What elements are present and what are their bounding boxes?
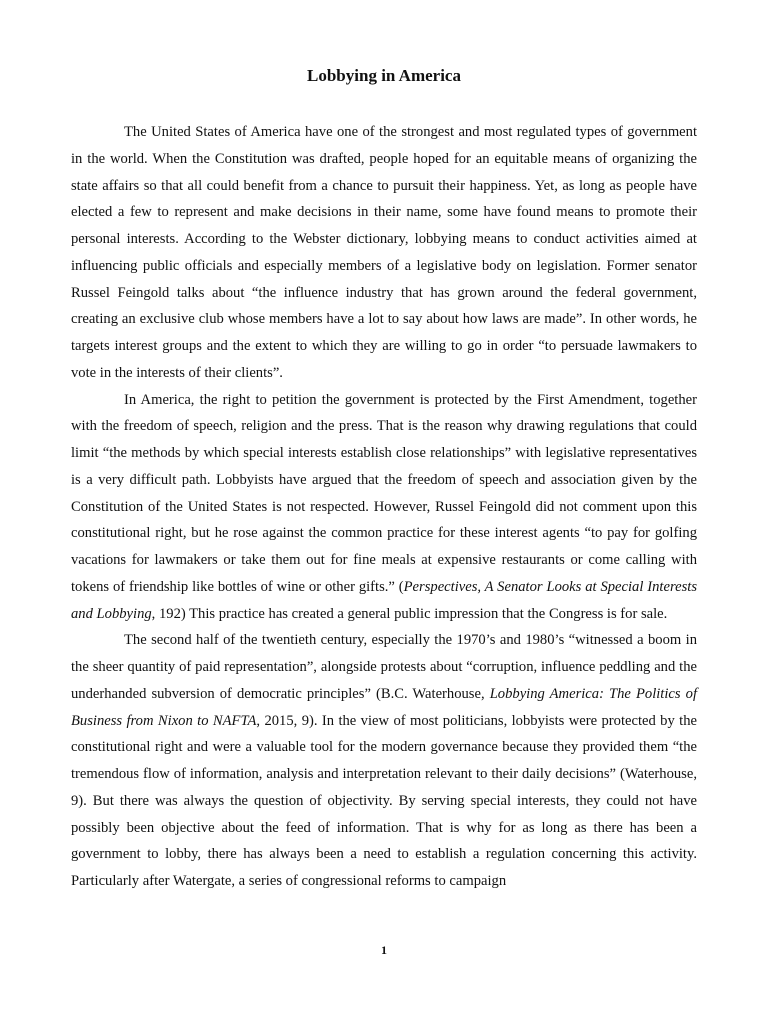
paragraph-text: The second half of the twentieth century, especially the 1970’s and 1980’s “witnessed a boom in the sheer quantity of paid representation”, alongside protests about “corruption, influence peddling and the underhanded subversion of democratic principles” (B.C. Waterhouse, <box>71 632 697 702</box>
document-title: Lobbying in America <box>307 66 461 85</box>
paragraph-text: , 192) This practice has created a general public impression that the Congress is for sale. <box>151 605 668 622</box>
paragraph-2 <box>71 387 697 628</box>
paragraph-text: , 2015, 9). In the view of most politicians, lobbyists were protected by the constitutional right and were a valuable tool for the modern governance because they provided them “the tremendous flow of information, analysis and interpretation relevant to their daily decisions” (Waterhouse, 9). But there was always the question of objectivity. By serving special interests, they could not have possibly been objective about the feed of information. That is why for as long as there has been a government to lobby, there has always been a need to establish a regulation concerning this activity. Particularly after Watergate, a series of congressional reforms to campaign <box>71 712 697 889</box>
document-body <box>71 119 697 895</box>
paragraph-3 <box>71 627 697 895</box>
italic-citation: Lobbying America: The Politics of Business from Nixon to NAFTA <box>71 685 697 729</box>
paragraph-text: The United States of America have one of the strongest and most regulated types of government in the world. When the Constitution was drafted, people hoped for an equitable means of organizing the state affairs so that all could benefit from a chance to pursuit their happiness. Yet, as long as people have elected a few to represent and make decisions in their name, some have found means to promote their personal interests. According to the Webster dictionary, lobbying means to conduct activities aimed at influencing public officials and especially members of a legislative body on legislation. Former senator Russel Feingold talks about “the influence industry that has grown around the federal government, creating an exclusive club whose members have a lot to say about how laws are made”. In other words, he targets interest groups and the extent to which they are willing to go in order “to persuade lawmakers to vote in the interests of their clients”. <box>71 124 697 381</box>
italic-citation: Perspectives, A Senator Looks at Special Interests and Lobbying <box>71 578 697 622</box>
paragraph-1 <box>71 119 697 387</box>
page-number: 1 <box>381 943 387 957</box>
paragraph-text: In America, the right to petition the government is protected by the First Amendment, together with the freedom of speech, religion and the press. That is the reason why drawing regulations that could limit “the methods by which special interests establish close relationships” with legislative representatives is a very difficult path. Lobbyists have argued that the freedom of speech and association given by the Constitution of the United States is not respected. However, Russel Feingold did not comment upon this constitutional right, but he rose against the common practice for these interest agents “to pay for golfing vacations for lawmakers or take them out for fine meals at expensive restaurants or come calling with tokens of friendship like bottles of wine or other gifts.” ( <box>71 391 697 595</box>
